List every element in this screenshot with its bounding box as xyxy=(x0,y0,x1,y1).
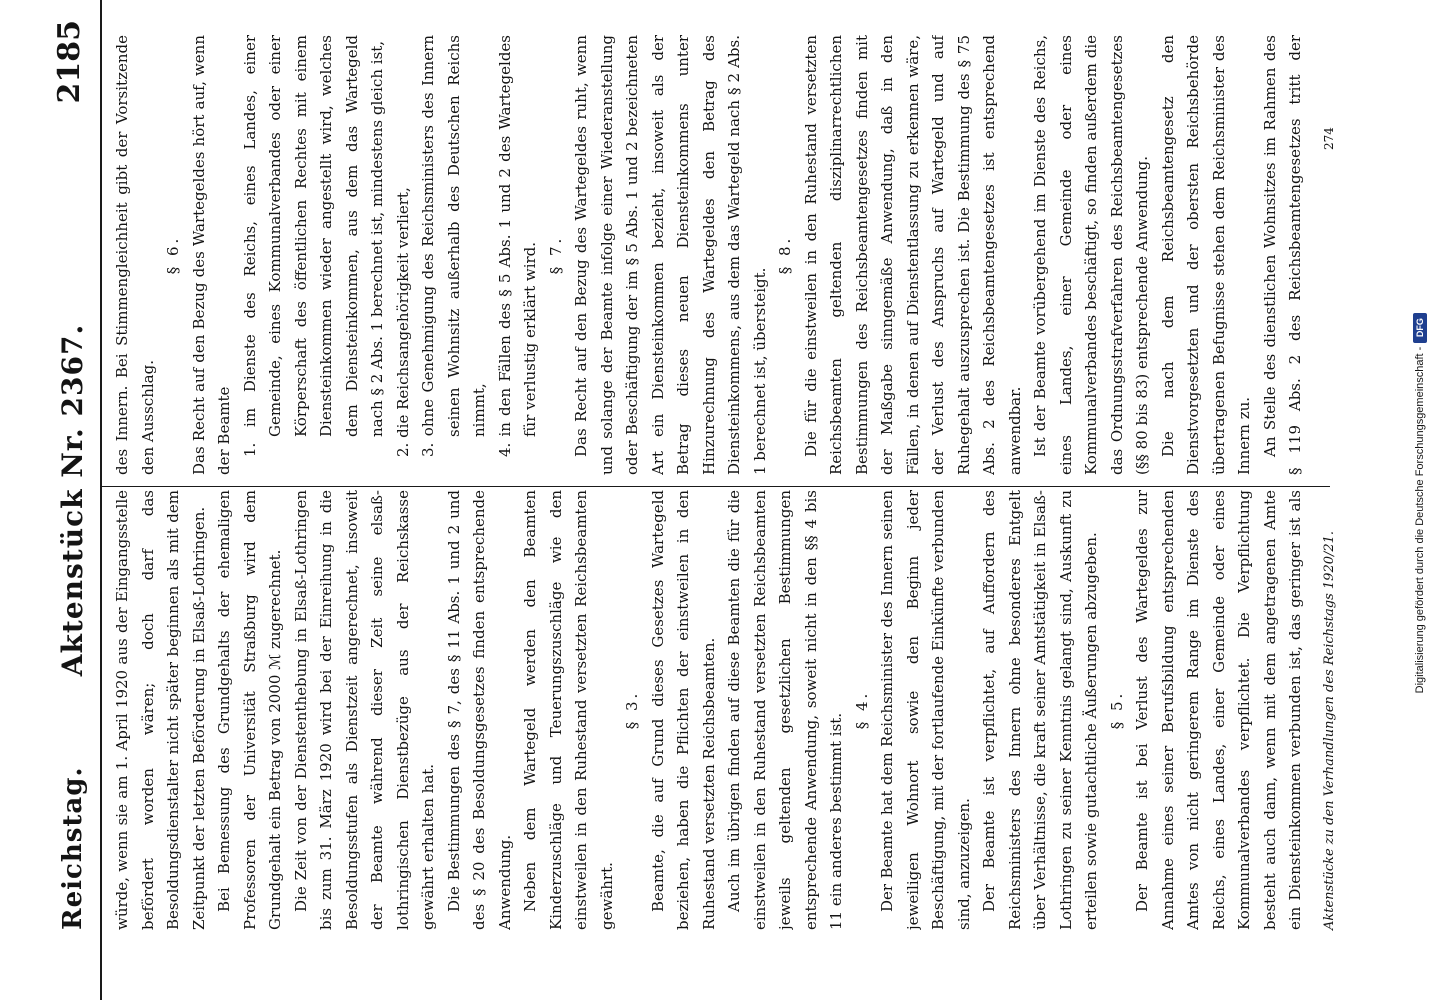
paragraph: des Innern. Bei Stimmengleichheit gibt der Vorsitzende den Ausschlag. xyxy=(113,35,157,475)
paragraph: würde, wenn sie am 1. April 1920 aus der Eingangsstelle befördert worden wären; doch darf das Besoldungsdienstalter nicht später beginnen als mit dem Zeitpunkt der letzten Beförderung in Elsaß-Lothringen. xyxy=(113,490,208,930)
digitization-credit xyxy=(1411,123,1429,883)
numbered-item: 2. die Reichsangehörigkeit verliert, xyxy=(393,187,412,457)
page-footer: Aktenstücke zu den Verhandlungen des Reichstags 1920/21. xyxy=(1322,530,1337,930)
paragraph: Die Bestimmungen des § 7, des § 11 Abs. 1 und 2 und des § 20 des Besoldungsgesetzes finden entsprechende Anwendung. xyxy=(444,490,514,930)
paragraph: Das Recht auf den Bezug des Wartegeldes ruht, wenn und solange der Beamte infolge einer Wiederanstellung oder Beschäftigung der im § 5 Abs. 1 und 2 bezeichneten Art ein Diensteinkommen bezieht, insoweit als der Betrag dieses neuen Diensteinkommens unter Hinzurechnung des Wartegeldes den Betrag des Diensteinkommens, aus dem das Wartegeld nach § 2 Abs. 1 berechnet ist, übersteigt. xyxy=(572,35,769,475)
dfg-logo: DFG xyxy=(1413,313,1427,343)
paragraph: Die für die einstweilen in den Ruhestand versetzten Reichsbeamten geltenden disziplinarrechtlichen Bestimmungen des Reichsbeamtengesetzes finden mit der Maßgabe sinngemäße Anwendung, daß in den Fällen, in denen auf Dienstentlassung zu erkennen wäre, der Verlust des Anspruchs auf Wartegeld und auf Ruhegehalt auszusprechen ist. Die Bestimmung des § 75 Abs. 2 des Reichsbeamtengesetzes ist entsprechend anwendbar. xyxy=(801,35,1024,475)
header-chamber: Reichstag. xyxy=(58,766,88,930)
numbered-item: 1. im Dienste des Reichs, eines Landes, einer Gemeinde, eines Kommunalverbandes oder einer Körperschaft des öffentlichen Rechtes mit einem Diensteinkommen wieder angestellt wird, welches dem Diensteinkommen, aus dem das Wartegeld nach § 2 Abs. 1 berechnet ist, mindestens gleich ist, xyxy=(240,35,386,457)
section-heading: § 5. xyxy=(1107,690,1126,730)
section-heading: § 4. xyxy=(852,690,871,730)
header-page-number: 2185 xyxy=(52,20,87,104)
numbered-item: 4. in den Fällen des § 5 Abs. 1 und 2 des Wartegeldes für verlustig erklärt wird. xyxy=(495,35,539,457)
header-document-title: Aktenstück Nr. 2367. xyxy=(56,323,89,677)
paragraph: Das Recht auf den Bezug des Wartegeldes hört auf, wenn der Beamte xyxy=(189,35,233,475)
section-heading: § 7. xyxy=(546,235,565,275)
section-heading: § 8. xyxy=(776,235,794,275)
credit-text: Digitalisierung gefördert durch die Deutsche Forschungsgemeinschaft - xyxy=(1414,346,1426,694)
paragraph: An Stelle des dienstlichen Wohnsitzes im Rahmen des § 119 Abs. 2 des Reichsbeamtengesetzes tritt der xyxy=(1260,35,1304,475)
column-divider xyxy=(100,486,1330,487)
paragraph: Neben dem Wartegeld werden den Beamten Kinderzuschläge und Teuerungszuschläge wie den einstweilen in den Ruhestand versetzten Reichsbeamten gewährt. xyxy=(521,490,616,930)
section-heading: § 6. xyxy=(164,235,182,275)
paragraph: Die nach dem Reichsbeamtengesetz den Dienstvorgesetzten und der obersten Reichsbehörde übertragenen Befugnisse stehen dem Reichsminister des Innern zu. xyxy=(1158,35,1253,475)
page-header xyxy=(0,0,102,1000)
paragraph: Der Beamte ist verpflichtet, auf Auffordern des Reichsministers des Innern ohne besonderes Entgelt über Verhältnisse, die kraft seiner Amtstätigkeit in Elsaß-Lothringen zu seiner Kenntnis gelangt sind, Auskunft zu erteilen sowie gutachtliche Äußerungen abzugeben. xyxy=(980,490,1100,930)
left-text-column xyxy=(110,490,1310,930)
right-text-column xyxy=(110,35,1310,475)
section-heading: § 3. xyxy=(623,690,641,730)
paragraph: Der Beamte ist bei Verlust des Wartegeldes zur Annahme eines seiner Berufsbildung entsprechenden Amtes von nicht geringerem Range im Dienste des Reichs, eines Landes, einer Gemeinde oder eines Kommunalverbandes verpflichtet. Die Verpflichtung besteht auch dann, wenn mit dem angetragenen Amte ein Diensteinkommen verbunden ist, das geringer ist als xyxy=(1133,490,1304,930)
paragraph: Der Beamte hat dem Reichsminister des Innern seinen jeweiligen Wohnort sowie den Beginn jeder Beschäftigung, mit der fortlaufende Einkünfte verbunden sind, anzuzeigen. xyxy=(878,490,973,930)
paragraph: Die Zeit von der Dienstenthebung in Elsaß-Lothringen bis zum 31. März 1920 wird bei der Einreihung in die Besoldungsstufen als Dienstzeit angerechnet, insoweit der Beamte während dieser Zeit seine elsaß-lothringischen Dienstbezüge aus der Reichskasse gewährt erhalten hat. xyxy=(291,490,437,930)
sheet-number: 274 xyxy=(1322,127,1336,150)
paragraph: Beamte, die auf Grund dieses Gesetzes Wartegeld beziehen, haben die Pflichten der einstweilen in den Ruhestand versetzten Reichsbeamten. xyxy=(648,490,718,930)
paragraph: Bei Bemessung des Grundgehalts der ehemaligen Professoren der Universität Straßburg wird dem Grundgehalt ein Betrag von 2000 ℳ zugerechnet. xyxy=(215,490,284,930)
numbered-item: 3. ohne Genehmigung des Reichsministers des Innern seinen Wohnsitz außerhalb des Deutschen Reichs nimmt, xyxy=(419,35,488,457)
paragraph: Ist der Beamte vorübergehend im Dienste des Reichs, eines Landes, einer Gemeinde oder eines Kommunalverbandes beschäftigt, so finden außerdem die das Ordnungsstrafverfahren des Reichsbeamtengesetzes (§§ 80 bis 83) entsprechende Anwendung. xyxy=(1031,35,1151,475)
paragraph: Auch im übrigen finden auf diese Beamten die für die einstweilen in den Ruhestand versetzten Reichsbeamten jeweils geltenden gesetzlichen Bestimmungen entsprechende Anwendung, soweit nicht in den §§ 4 bis 11 ein anderes bestimmt ist. xyxy=(725,490,845,930)
